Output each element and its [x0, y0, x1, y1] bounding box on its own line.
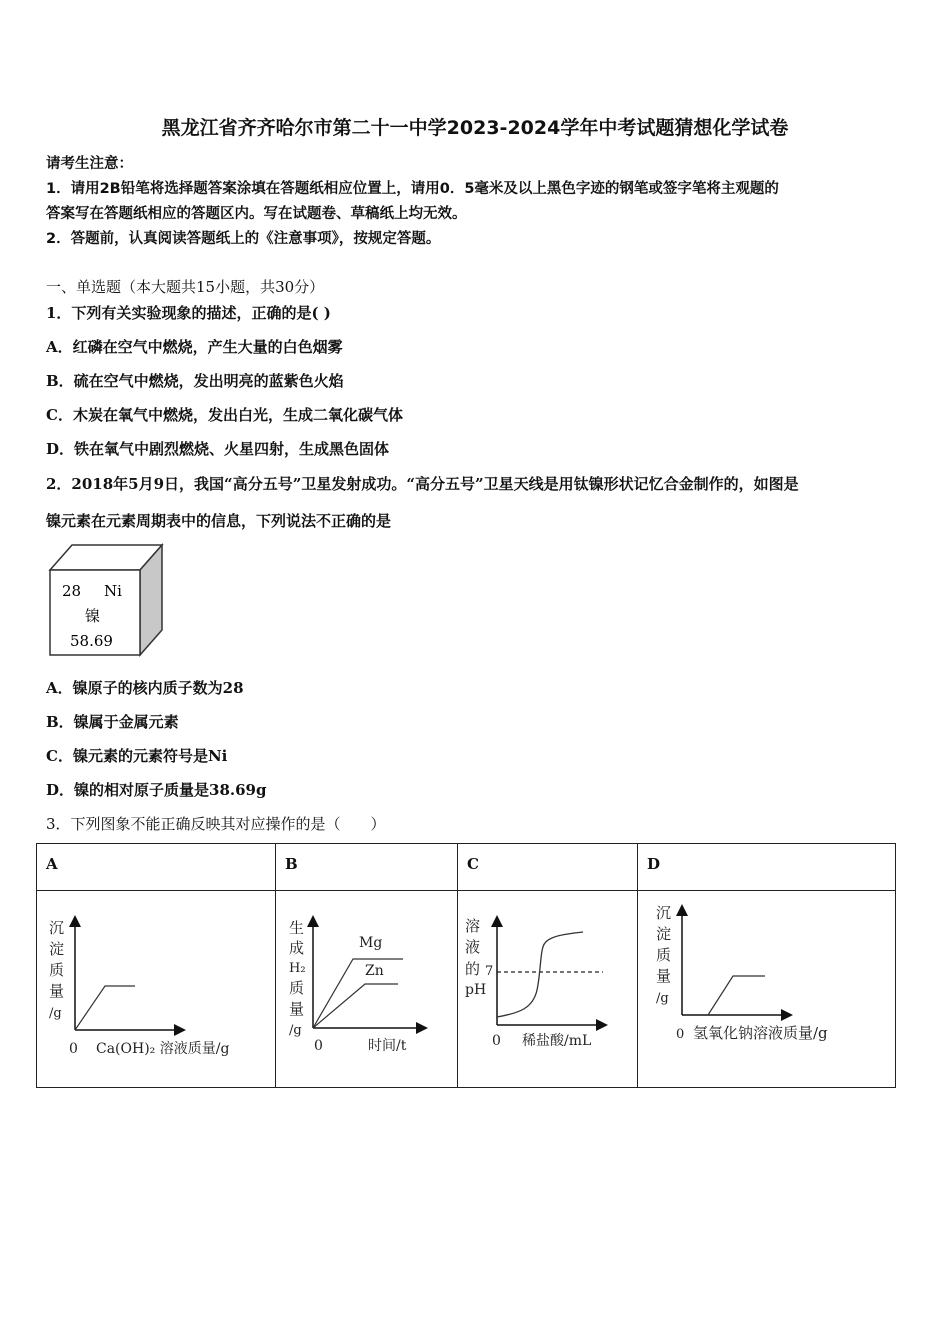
y-label-char: H₂	[289, 961, 306, 976]
y-label-char: 溶	[465, 917, 481, 935]
y-label-char: 沉	[49, 919, 65, 937]
x-label: Ca(OH)₂ 溶液质量/g	[96, 1041, 230, 1057]
y-label-char: 液	[465, 938, 481, 956]
y-label-char: 量	[49, 982, 65, 1000]
question-2-stem: 2．2018年5月9日，我国“高分五号”卫星发射成功。“高分五号”卫星天线是用钛镍形状记忆合金制作的，如图是	[46, 475, 799, 493]
origin-label: 0	[492, 1033, 501, 1049]
question-2-option-d: D．镍的相对原子质量是38.69g	[46, 781, 267, 799]
question-1-stem: 1．下列有关实验现象的描述，正确的是( )	[46, 304, 331, 322]
y-label-unit: /g	[289, 1023, 302, 1038]
header-b: B	[276, 844, 458, 891]
x-label: 氢氧化钠溶液质量/g	[693, 1024, 828, 1042]
element-cell-figure	[40, 540, 170, 665]
question-1-option-a: A．红磷在空气中燃烧，产生大量的白色烟雾	[46, 338, 343, 356]
atomic-number: 28	[62, 582, 82, 600]
y-label-char: 生	[289, 919, 305, 937]
ph-7-tick: 7	[485, 964, 494, 979]
atomic-mass: 58.69	[70, 632, 113, 650]
y-label-char: 淀	[49, 940, 65, 958]
notice-line: 1．请用2B铅笔将选择题答案涂填在答题纸相应位置上，请用0．5毫米及以上黑色字迹的钢笔或签字笔将主观题的	[46, 181, 779, 197]
question-2-stem-cont: 镍元素在元素周期表中的信息，下列说法不正确的是	[46, 512, 392, 530]
question-3-stem: 3．下列图象不能正确反映其对应操作的是（ ）	[46, 815, 386, 833]
element-symbol: Ni	[104, 582, 122, 600]
notice-heading: 请考生注意：	[46, 156, 133, 172]
y-label-char: 质	[49, 961, 65, 979]
question-1-option-b: B．硫在空气中燃烧，发出明亮的蓝紫色火焰	[46, 372, 344, 390]
notice-line: 2．答题前，认真阅读答题纸上的《注意事项》，按规定答题。	[46, 231, 441, 247]
graph-options-table	[36, 843, 896, 1088]
x-label: 时间/t	[368, 1038, 407, 1054]
y-label-char: 沉	[656, 904, 672, 922]
y-label-char: 量	[289, 1000, 305, 1018]
y-label-unit: /g	[49, 1006, 62, 1021]
cell-c	[458, 891, 638, 1087]
question-1-option-d: D．铁在氧气中剧烈燃烧、火星四射，生成黑色固体	[46, 440, 390, 458]
question-2-option-a: A．镍原子的核内质子数为28	[46, 679, 244, 697]
y-label-ph: pH	[465, 982, 487, 998]
question-2-option-c: C．镍元素的元素符号是Ni	[46, 747, 228, 765]
y-label-unit: /g	[656, 991, 669, 1006]
cell-a	[37, 891, 276, 1087]
origin-label: 0	[314, 1038, 323, 1054]
y-label-char: 质	[289, 979, 305, 997]
notice-line: 答案写在答题纸相应的答题区内。写在试题卷、草稿纸上均无效。	[46, 206, 467, 222]
page-title: 黑龙江省齐齐哈尔市第二十一中学2023-2024学年中考试题猜想化学试卷	[161, 117, 789, 139]
origin-label: 0	[676, 1027, 685, 1042]
y-label-char: 质	[656, 946, 672, 964]
header-d: D	[638, 844, 895, 891]
y-label-char: 的	[465, 960, 481, 978]
cell-b	[276, 891, 458, 1087]
series-label-zn: Zn	[365, 963, 384, 979]
question-1-option-c: C．木炭在氧气中燃烧，发出白光，生成二氧化碳气体	[46, 406, 403, 424]
origin-label: 0	[69, 1041, 78, 1057]
header-a: A	[37, 844, 276, 891]
header-c: C	[458, 844, 638, 891]
element-name: 镍	[85, 607, 101, 625]
x-label: 稀盐酸/mL	[522, 1033, 592, 1049]
section-heading: 一、单选题（本大题共15小题，共30分）	[46, 278, 325, 296]
question-2-option-b: B．镍属于金属元素	[46, 713, 179, 731]
y-label-char: 量	[656, 967, 672, 985]
y-label-char: 淀	[656, 925, 672, 943]
y-label-char: 成	[289, 939, 305, 957]
series-label-mg: Mg	[359, 935, 383, 951]
